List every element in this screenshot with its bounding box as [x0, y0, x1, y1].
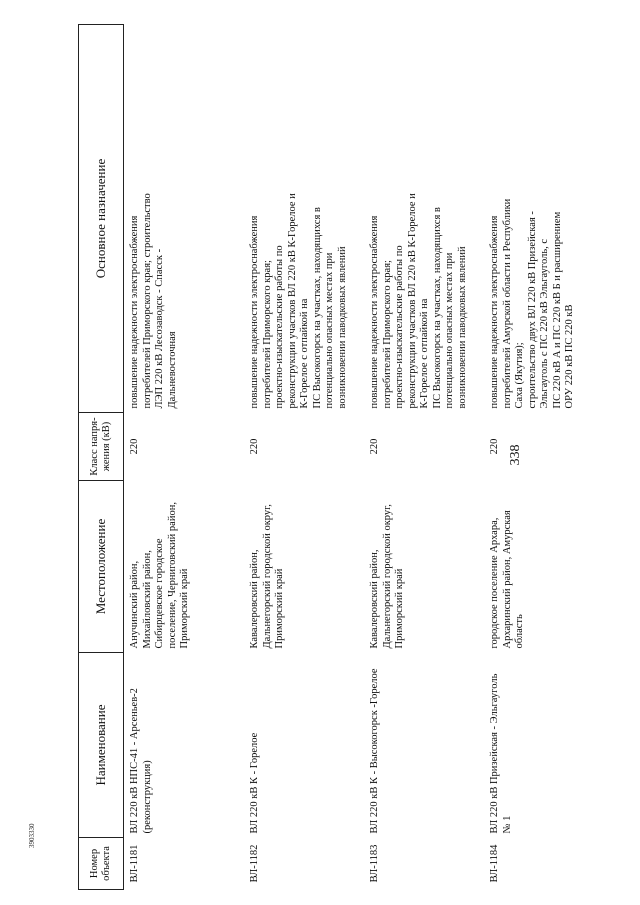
row-number: ВЛ-1183 — [369, 844, 380, 883]
row-purpose: повышение надежности электроснабжения потребителей Приморского края; проектно-изыскательские работы по реконструкции участков ВЛ 220 кВ К-Горелое и К-Горелое с отпайкой на ПС Высокогорск на участках, находящихся в потенциально опасных местах при возникновении паводковых явлений — [249, 193, 348, 409]
row-name: ВЛ 220 кВ Призейская - Эльгауголь № 1 — [489, 673, 513, 834]
table-row — [364, 25, 484, 890]
row-location: Кавалеровский район, Дальнегорский городской округ, Приморский край — [369, 504, 405, 649]
table-row — [124, 25, 245, 890]
table-row — [484, 25, 604, 890]
row-location: Кавалеровский район, Дальнегорский городской округ, Приморский край — [249, 504, 285, 649]
table-header-row — [79, 25, 124, 890]
row-name: ВЛ 220 кВ НПС-41 - Арсеньев-2 (реконструкция) — [129, 688, 153, 834]
row-number: ВЛ-1184 — [489, 844, 500, 883]
row-name: ВЛ 220 кВ К - Горелое — [249, 732, 260, 834]
document-code: 3903330 — [28, 823, 36, 848]
row-location: Анучинский район, Михайловский район, Сибирцевское городское поселение, Черниговский район, Приморский край — [129, 502, 190, 649]
objects-table — [78, 24, 604, 890]
row-purpose: повышение надежности электроснабжения потребителей Амурской области и Республики Саха (Якутия); строительство двух ВЛ 220 кВ Призейская - Эльгауголь с ПС 220 кВ Эльгауголь, с ПС 220 кВ А и ПС 220 кВ Б и расширением ОРУ 220 кВ ПС 220 кВ — [489, 198, 575, 409]
row-number: ВЛ-1181 — [129, 844, 140, 883]
rotated-table-sheet — [78, 25, 633, 890]
table-row — [244, 25, 364, 890]
page-number: 338 — [508, 444, 523, 466]
header-voltage: Класс напря- жения (кВ) — [79, 413, 124, 481]
row-voltage: 220 — [369, 438, 380, 455]
row-number: ВЛ-1182 — [249, 844, 260, 883]
row-purpose: повышение надежности электроснабжения потребителей Приморского края; проектно-изыскательские работы по реконструкции участков ВЛ 220 кВ К-Горелое и К-Горелое с отпайкой на ПС Высокогорск на участках, находящихся в потенциально опасных местах при возникновении паводковых явлений — [369, 193, 468, 409]
header-number: Номер объекта — [79, 838, 124, 890]
header-location: Местоположение — [79, 481, 124, 653]
row-purpose: повышение надежности электроснабжения потребителей Приморского края; строительство ЛЭП 220 кВ Лесозаводск - Спасск - Дальневосточная — [129, 193, 178, 409]
row-voltage: 220 — [489, 438, 500, 455]
row-voltage: 220 — [249, 438, 260, 455]
header-purpose: Основное назначение — [79, 25, 124, 413]
row-location: городское поселение Архара, Архаринский район, Амурская область — [489, 510, 525, 649]
row-name: ВЛ 220 кВ К - Высокогорск -Горелое — [369, 668, 380, 834]
header-name: Наименование — [79, 653, 124, 838]
row-voltage: 220 — [129, 438, 140, 455]
